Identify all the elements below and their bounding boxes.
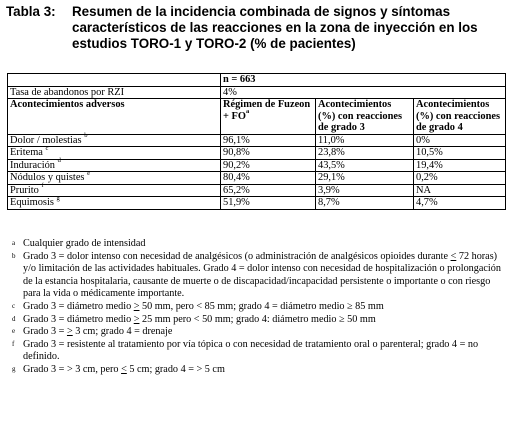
value-cell-v2: 11,0%: [316, 134, 414, 147]
footnote-text: [23, 314, 508, 327]
n-label: n = 663: [221, 74, 506, 87]
value-cell-v1: 80,4%: [221, 172, 316, 185]
footnote-text-part: Grado 3 =: [23, 326, 67, 338]
value-cell-v3: NA: [414, 184, 506, 197]
footnote-text-part: 72 horas) y/o limitación de las actividades habituales. Grado 4 = dolor intenso con necesidad de hospitalización o prolongación de la estancia hospitalaria, causante de muerte o de discapacidad/incapacidad persistente o importante o con riesgo para la vida o médicamente importante.: [23, 250, 501, 300]
footnote-text-part: 3 cm; grado 4 = drenaje: [72, 326, 173, 338]
table-number: Tabla 3:: [6, 4, 56, 19]
row-label: Prurito: [10, 184, 39, 196]
table-row: [8, 147, 506, 160]
row-label: Eritema: [10, 147, 43, 158]
value-cell-v2: 29,1%: [316, 172, 414, 185]
value-cell-v1: 51,9%: [221, 197, 316, 210]
row-footnote-mark: g: [56, 194, 60, 202]
footnote: [12, 339, 508, 364]
value-cell-v2: 23,8%: [316, 147, 414, 160]
footnote-symbol: >: [133, 313, 140, 325]
table-row: [8, 159, 506, 172]
table-row: [8, 134, 506, 147]
footnote: [12, 314, 508, 327]
table-row: [8, 172, 506, 185]
table-row: [8, 197, 506, 210]
n-row: [8, 74, 506, 87]
footnote-mark: g: [12, 364, 16, 373]
footnotes: [12, 238, 508, 377]
header-regimen-sup: a: [245, 108, 250, 116]
table-cell: [8, 74, 221, 87]
footnote: [12, 326, 508, 339]
dropout-row: [8, 86, 506, 99]
row-label-cell: [8, 169, 221, 185]
footnote-text: [23, 251, 508, 301]
value-cell-v2: 43,5%: [316, 159, 414, 172]
header-row: [8, 99, 506, 135]
row-label-cell: [8, 134, 221, 147]
table-body: [8, 134, 506, 209]
value-cell-v3: 10,5%: [414, 147, 506, 160]
row-footnote-mark: b: [84, 132, 88, 140]
header-grade4: Acontecimientos (%) con reacciones de grado 4: [414, 99, 506, 135]
row-label-cell: [8, 194, 221, 210]
footnote-text: [23, 364, 508, 377]
header-grade3: Acontecimientos (%) con reacciones de grado 3: [316, 99, 414, 135]
header-regimen-text: Régimen de Fuzeon + FO: [223, 99, 311, 122]
footnote-text-part: 5 cm; grado 4 = > 5 cm: [126, 363, 225, 375]
table-row: [8, 184, 506, 197]
value-cell-v2: 8,7%: [316, 197, 414, 210]
footnote-text-part: 50 mm, pero < 85 mm; grado 4 = diámetro medio ≥ 85 mm: [139, 300, 384, 312]
dropout-label: Tasa de abandonos por RZI: [8, 86, 221, 99]
footnote-mark: e: [12, 327, 16, 336]
row-footnote-mark: c: [45, 144, 49, 152]
footnote-symbol: <: [121, 363, 127, 375]
footnote-mark: c: [12, 301, 16, 310]
footnote-mark: d: [12, 314, 16, 323]
value-cell-v1: 96,1%: [221, 134, 316, 147]
value-cell-v1: 90,2%: [221, 159, 316, 172]
footnote-text: [23, 326, 508, 339]
footnote-text-part: Cualquier grado de intensidad: [23, 238, 146, 249]
row-footnote-mark: e: [87, 169, 90, 177]
footnote-text-part: Grado 3 = > 3 cm, pero: [23, 363, 122, 375]
table-title: [6, 4, 510, 52]
header-regimen: [221, 99, 316, 135]
footnote-symbol: >: [133, 300, 140, 312]
row-label: Dolor / molestias: [10, 134, 82, 146]
footnote-text: [23, 301, 508, 314]
row-label-cell: [8, 159, 221, 172]
footnote-text-part: Grado 3 = dolor intenso con necesidad de analgésicos (o administración de analgésicos opioides durante: [23, 250, 451, 262]
footnote: [12, 251, 508, 301]
value-cell-v3: 0,2%: [414, 172, 506, 185]
footnote-text-part: Grado 3 = diámetro medio: [23, 300, 134, 312]
header-adverse-events: Acontecimientos adversos: [8, 99, 221, 135]
row-label-cell: [8, 184, 221, 197]
row-label: Equimosis: [10, 197, 54, 208]
footnote-text-part: 25 mm pero < 50 mm; grado 4: diámetro medio ≥ 50 mm: [139, 313, 376, 325]
value-cell-v1: 65,2%: [221, 184, 316, 197]
dropout-value: 4%: [221, 86, 506, 99]
value-cell-v3: 4,7%: [414, 197, 506, 210]
row-label: Nódulos y quistes: [10, 172, 85, 183]
value-cell-v3: 19,4%: [414, 159, 506, 172]
row-label-cell: [8, 144, 221, 160]
footnote-symbol: >: [66, 326, 73, 338]
value-cell-v1: 90,8%: [221, 147, 316, 160]
footnote: [12, 238, 508, 251]
footnote-mark: f: [12, 339, 15, 348]
footnote-text: [23, 339, 508, 364]
footnote-mark: b: [12, 251, 16, 260]
value-cell-v2: 3,9%: [316, 184, 414, 197]
value-cell-v3: 0%: [414, 134, 506, 147]
footnote-text-part: Grado 3 = diámetro medio: [23, 313, 134, 325]
footnote: [12, 364, 508, 377]
footnote-text: [23, 238, 508, 251]
footnote-mark: a: [12, 239, 16, 247]
row-footnote-mark: f: [41, 182, 44, 190]
footnote: [12, 301, 508, 314]
incidence-table: [7, 73, 506, 210]
row-footnote-mark: d: [57, 157, 61, 165]
footnote-symbol: <: [450, 250, 457, 262]
row-label: Induración: [10, 159, 56, 171]
footnote-text-part: Grado 3 = resistente al tratamiento por vía tópica o con necesidad de tratamiento oral o parenteral; grado 4 = no definido.: [23, 338, 479, 363]
table-caption: Resumen de la incidencia combinada de signos y síntomas característicos de las reacciones en la zona de inyección en los estudios TORO-1 y TORO-2 (% de pacientes): [72, 4, 478, 51]
